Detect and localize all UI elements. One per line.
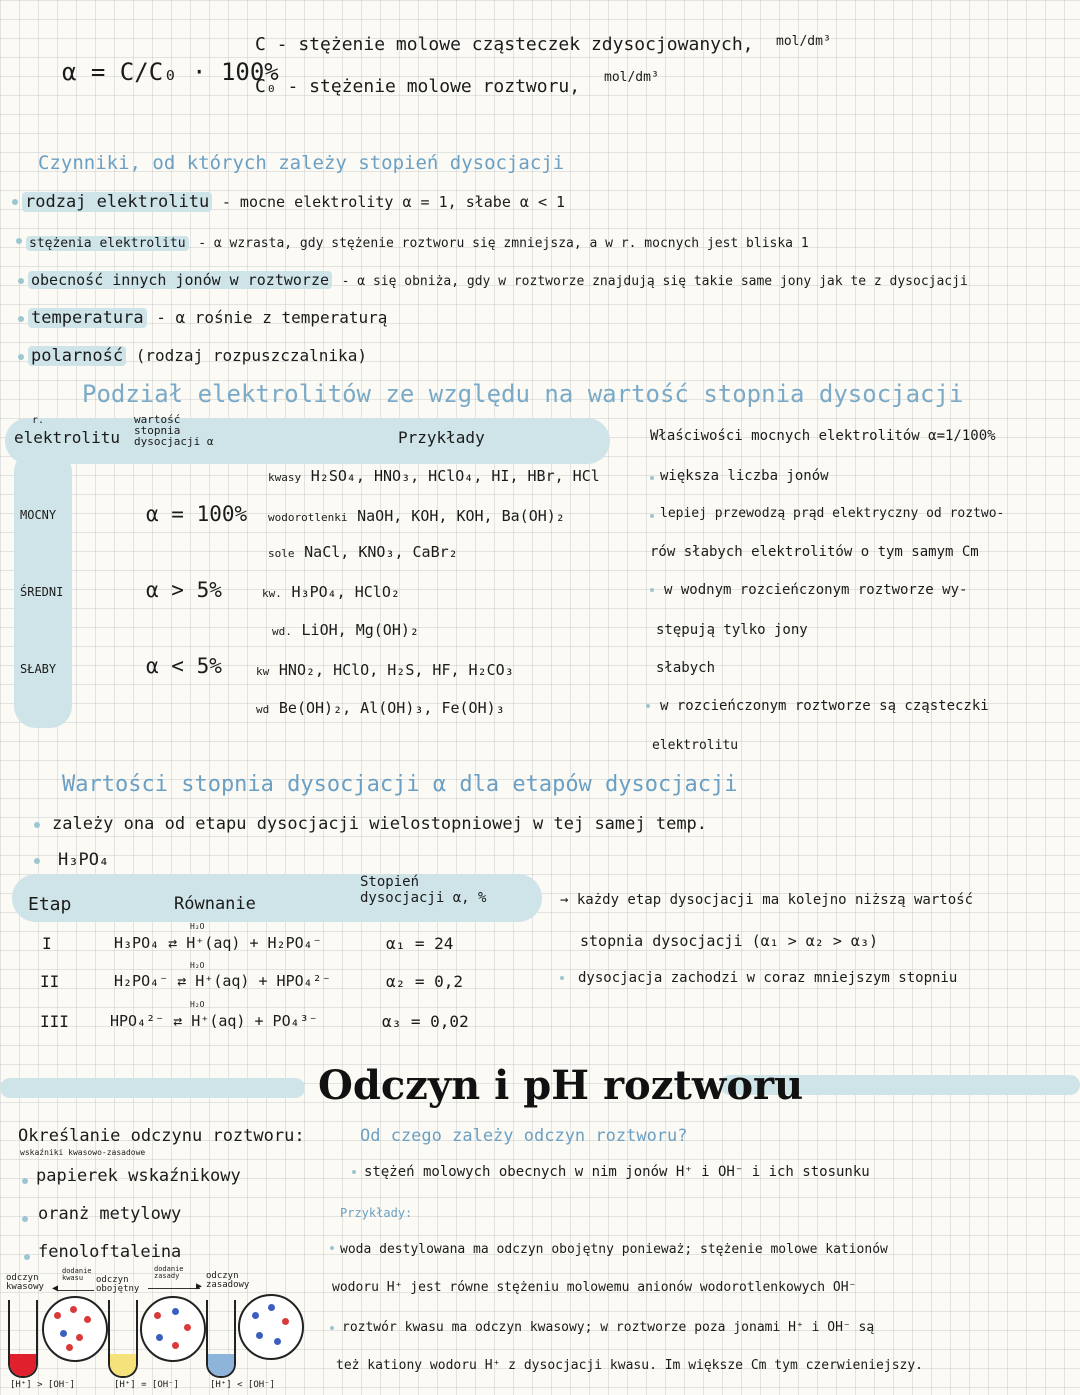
arrow-add-base: [148, 1288, 200, 1289]
prop-line: stępują tylko jony: [656, 622, 808, 638]
determination-title: Określanie odczynu roztworu:: [18, 1126, 305, 1146]
factor-item: [28, 308, 387, 328]
test-tube-neutral: [108, 1300, 138, 1378]
example-label: sole: [268, 547, 295, 560]
depends-example-line: woda destylowana ma odczyn obojętny ponieważ; stężenie molowe kationów: [340, 1242, 888, 1257]
factor-item: [28, 270, 968, 289]
prop-line: większa liczba jonów: [660, 468, 829, 484]
section-bar-left: [0, 1078, 305, 1098]
factor-text: - α wzrasta, gdy stężenie roztworu się zmniejsza, a w r. mocnych jest bliska 1: [198, 236, 809, 251]
factor-text: - α się obniża, gdy w roztworze znajdują się takie same jony jak te z dysocjacji: [341, 274, 968, 289]
example-text: HNO₂, HClO, H₂S, HF, H₂CO₃: [278, 661, 514, 679]
prop-line: słabych: [656, 660, 716, 676]
ion-dot: [156, 1334, 163, 1341]
depends-question: Od czego zależy odczyn roztworu?: [360, 1126, 688, 1146]
conc-neutral: [H⁺] = [OH⁻]: [114, 1380, 180, 1390]
bullet-dot: [12, 199, 18, 205]
example-label: wodorotlenki: [268, 511, 348, 524]
ion-dot: [76, 1334, 83, 1341]
label-neutral: odczyn obojętny: [96, 1275, 140, 1294]
stage-over-arrow: H₂O: [190, 961, 205, 970]
test-tube-basic: [206, 1300, 236, 1378]
bullet-dot: [16, 238, 22, 244]
example-line: [268, 506, 565, 525]
section-title: Odczyn i pH roztworu: [318, 1062, 804, 1109]
example-label: kwasy: [268, 471, 302, 484]
ion-dot: [84, 1316, 91, 1323]
col-value: wartość stopnia dysocjacji α: [134, 413, 214, 448]
example-text: H₂SO₄, HNO₃, HClO₄, HI, HBr, HCl: [310, 467, 600, 485]
bullet-dot: [34, 858, 40, 864]
ion-circle-basic: [238, 1294, 304, 1360]
label-basic: odczyn zasadowy: [206, 1271, 250, 1290]
stage-label: III: [40, 1012, 69, 1031]
stage-label: II: [40, 972, 60, 991]
table-row-value: α > 5%: [146, 578, 222, 602]
depends-example-line: też kationy wodoru H⁺ z dysocjacji kwasu. Im większe Cm tym czerwieniejszy.: [336, 1358, 923, 1373]
stages-note-1b: stopnia dysocjacji (α₁ > α₂ > α₃): [580, 932, 879, 950]
ion-dot: [184, 1324, 191, 1331]
table-row-value: α = 100%: [146, 502, 248, 526]
stage-label: I: [42, 934, 52, 953]
ion-circle-neutral: [140, 1296, 206, 1362]
indicator-item: fenoloftaleina: [38, 1242, 182, 1262]
tube-fill: [110, 1354, 136, 1376]
bullet-dot: [330, 1326, 334, 1330]
example-label: wd: [256, 703, 270, 716]
ion-dot: [282, 1318, 289, 1325]
arrow-head-icon: ◀: [52, 1283, 59, 1294]
example-text: LiOH, Mg(OH)₂: [301, 621, 419, 639]
depends-example-line: wodoru H⁺ jest równe stężeniu molowemu anionów wodorotlenkowych OH⁻: [332, 1280, 857, 1295]
table-row-type: ŚREDNI: [20, 585, 64, 599]
bullet-dot: [34, 822, 40, 828]
label-add-acid: dodanie kwasu: [62, 1267, 92, 1282]
ion-circle-acid: [42, 1296, 108, 1362]
stage-equation: H₂PO₄⁻ ⇄ H⁺(aq) + HPO₄²⁻: [114, 972, 331, 990]
bullet-dot: [18, 278, 24, 284]
stage-equation: H₃PO₄ ⇄ H⁺(aq) + H₂PO₄⁻: [114, 934, 322, 952]
bullet-dot: [22, 1178, 28, 1184]
depends-answer: stężeń molowych obecnych w nim jonów H⁺ i OH⁻ i ich stosunku: [364, 1164, 870, 1180]
factor-text: (rodzaj rozpuszczalnika): [135, 346, 367, 365]
prop-line: w rozcieńczonym roztworze są cząsteczki: [660, 698, 989, 714]
factor-item: [22, 192, 565, 212]
c-unit: mol/dm³: [776, 34, 831, 49]
example-line: [256, 660, 514, 679]
bullet-dot: [646, 704, 650, 708]
factor-text: - mocne elektrolity α = 1, słabe α < 1: [221, 193, 566, 211]
factor-label: polarność: [28, 346, 126, 366]
table-row-value: α < 5%: [146, 654, 222, 678]
ion-dot: [70, 1306, 77, 1313]
col-degree: Stopień dysocjacji α, %: [360, 874, 487, 906]
stage-degree: α₂ = 0,2: [386, 972, 464, 991]
example-label: kw.: [262, 587, 282, 600]
stage-equation: HPO₄²⁻ ⇄ H⁺(aq) + PO₄³⁻: [110, 1012, 318, 1030]
example-label: wd.: [272, 625, 292, 638]
arrow-head-icon: ▶: [196, 1281, 203, 1292]
factor-label: stężenia elektrolitu: [26, 236, 189, 251]
ion-dot: [172, 1342, 179, 1349]
ion-dot: [60, 1330, 67, 1337]
test-tube-acid: [8, 1300, 38, 1378]
indicator-item: papierek wskaźnikowy: [36, 1166, 241, 1186]
factor-item: [28, 346, 367, 366]
example-line: [268, 466, 600, 485]
conc-acid: [H⁺] > [OH⁻]: [10, 1380, 76, 1390]
c-definition: C - stężenie molowe cząsteczek zdysocjowanych,: [255, 34, 754, 55]
bullet-dot: [18, 354, 24, 360]
ion-dot: [66, 1344, 73, 1351]
bullet-dot: [650, 514, 654, 518]
stage-over-arrow: H₂O: [190, 1000, 205, 1009]
stage-over-arrow: H₂O: [190, 922, 205, 931]
conc-basic: [H⁺] < [OH⁻]: [210, 1380, 276, 1390]
ion-dot: [268, 1304, 275, 1311]
example-line: [256, 698, 505, 717]
stages-note-2: dysocjacja zachodzi w coraz mniejszym stopniu: [578, 970, 958, 986]
bullet-dot: [352, 1170, 356, 1174]
ion-dot: [54, 1312, 61, 1319]
factors-title: Czynniki, od których zależy stopień dysocjacji: [38, 152, 565, 174]
c0-unit: mol/dm³: [604, 70, 659, 85]
col-type-small: r.: [32, 415, 45, 426]
factor-label: rodzaj elektrolitu: [22, 192, 212, 212]
ion-dot: [274, 1338, 281, 1345]
example-text: H₃PO₄, HClO₂: [291, 583, 400, 601]
indicator-item: oranż metylowy: [38, 1204, 182, 1224]
bullet-dot: [650, 588, 654, 592]
label-acid: odczyn kwasowy: [6, 1273, 44, 1292]
col-type: elektrolitu: [14, 428, 120, 447]
table-row-type: MOCNY: [20, 508, 57, 522]
alpha-formula: α = C/C₀ · 100%: [62, 58, 279, 86]
determination-subtitle: wskaźniki kwasowo-zasadowe: [20, 1148, 146, 1157]
prop-line: w wodnym rozcieńczonym roztworze wy-: [664, 582, 968, 598]
ion-dot: [256, 1332, 263, 1339]
example-label: kw: [256, 665, 270, 678]
ion-dot: [154, 1312, 161, 1319]
division-title: Podział elektrolitów ze względu na wartość stopnia dysocjacji: [82, 380, 964, 408]
tube-fill: [208, 1354, 234, 1376]
bullet-dot: [18, 316, 24, 322]
bullet-dot: [650, 476, 654, 480]
bullet-dot: [330, 1246, 334, 1250]
prop-line: rów słabych elektrolitów o tym samym Cm: [650, 544, 979, 560]
col-examples: Przykłady: [398, 428, 485, 447]
table-row-type: SŁABY: [20, 662, 57, 676]
example-text: Be(OH)₂, Al(OH)₃, Fe(OH)₃: [278, 699, 505, 717]
depends-examples-label: Przykłady:: [340, 1206, 413, 1220]
c0-definition: C₀ - stężenie molowe roztworu,: [255, 76, 581, 97]
ion-dot: [252, 1312, 259, 1319]
bullet-dot: [560, 976, 564, 980]
stage-degree: α₁ = 24: [386, 934, 454, 953]
depends-example-line: roztwór kwasu ma odczyn kwasowy; w roztworze poza jonami H⁺ i OH⁻ są: [342, 1320, 875, 1335]
example-text: NaOH, KOH, KOH, Ba(OH)₂: [357, 507, 565, 525]
tube-fill: [10, 1354, 36, 1376]
prop-line: lepiej przewodzą prąd elektryczny od roztwo-: [660, 506, 1005, 521]
prop-line: elektrolitu: [652, 738, 739, 753]
factor-item: [26, 232, 809, 251]
col-stage: Etap: [28, 894, 72, 915]
factor-label: temperatura: [28, 308, 147, 328]
bullet-dot: [24, 1254, 30, 1260]
factor-label: obecność innych jonów w roztworze: [28, 271, 332, 289]
ion-dot: [172, 1308, 179, 1315]
stages-bullet-2: H₃PO₄: [58, 850, 110, 870]
stages-bullet-1: zależy ona od etapu dysocjacji wielostopniowej w tej samej temp.: [52, 814, 708, 834]
stage-degree: α₃ = 0,02: [382, 1012, 469, 1031]
col-equation: Równanie: [174, 894, 256, 914]
example-line: [272, 620, 419, 639]
example-line: [262, 582, 400, 601]
label-add-base: dodanie zasady: [154, 1265, 184, 1280]
stages-title: Wartości stopnia dysocjacji α dla etapów dysocjacji: [62, 772, 738, 797]
example-line: [268, 542, 458, 561]
bullet-dot: [22, 1216, 28, 1222]
example-text: NaCl, KNO₃, CaBr₂: [304, 543, 458, 561]
arrow-add-acid: [58, 1290, 94, 1291]
stages-note-1a: → każdy etap dysocjacji ma kolejno niższą wartość: [560, 892, 974, 908]
factor-text: - α rośnie z temperaturą: [156, 308, 388, 327]
strong-props-title: Właściwości mocnych elektrolitów α=1/100%: [650, 428, 996, 444]
